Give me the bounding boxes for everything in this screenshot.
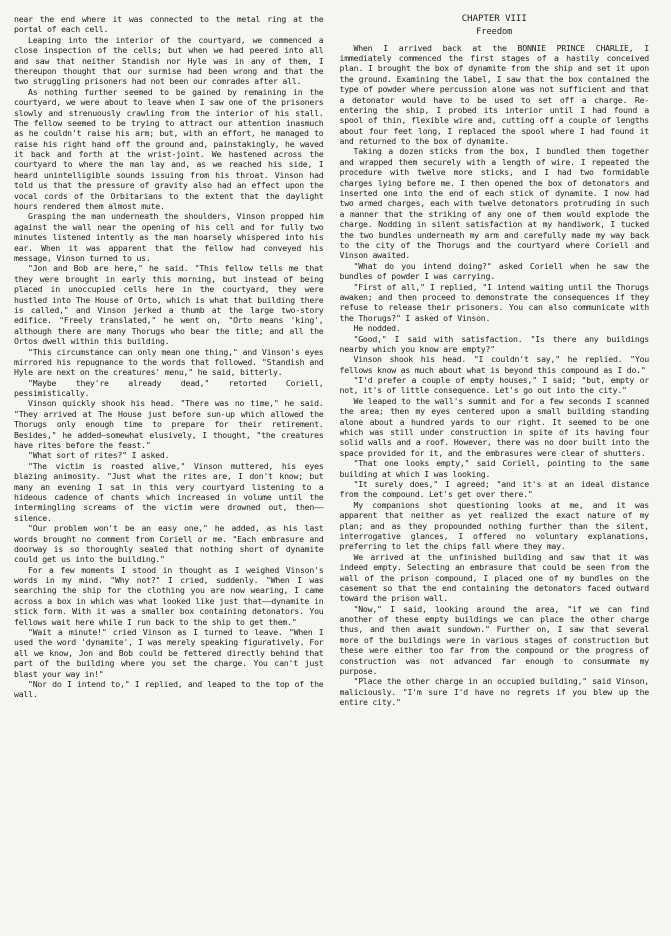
paragraph: "That one looks empty," said Coriell, pointing to the same building at which I was looking. xyxy=(339,458,649,479)
chapter-heading: CHAPTER VIII xyxy=(461,14,527,24)
paragraph: "It surely does," I agreed; "and it's at an ideal distance from the compound. Let's get over there." xyxy=(339,478,649,500)
paragraph: "First of all," I replied, "I intend waiting until the Thorugs awaken; and then proceed to demonstrate the consequences if they refuse to release their prisoners. You can also communicate with the Thorugs?" I asked of Vinson. xyxy=(339,281,649,323)
paragraph: "Our problem won't be an easy one," he added, as his last words brought no comment from Coriell or me. "Each embrasure and doorway is so thoroughly sealed that nothing short of dynamite could get us into the building." xyxy=(14,523,324,565)
paragraph: "I'd prefer a couple of empty houses," I said; "but, empty or not, it's of little consequence. Let's go out into the city." xyxy=(339,375,649,396)
paragraph: Vinson quickly shook his head. "There was no time," he said. "They arrived at The House just before sun-up which allowed the Thorugs only enough time to prepare for their retirement. Besides," he added—somewhat elusively, I thought, "the creatures have rites before the feast." xyxy=(14,398,324,451)
right-column xyxy=(340,14,650,926)
paragraph: Leaping into the interior of the courtyard, we commenced a close inspection of the cells; but when we had peered into all and saw that neither Standish nor Hyle was in any of them, I thereupon thought that our surmise had been wrong and that the two struggling prisoners had not been our comrades after all. xyxy=(14,34,324,87)
paragraph: "What sort of rites?" I asked. xyxy=(28,450,170,461)
paragraph: near the end where it was connected to the metal ring at the portal of each cell. xyxy=(14,14,324,35)
paragraph: "Good," I said with satisfaction. "Is there any buildings nearby which you know are empty?" xyxy=(339,333,649,354)
paragraph: Grasping the man underneath the shoulders, Vinson propped him against the wall near the opening of his cell and for fully two minutes listened intently as the man hoarsely whispered into his ear. When it was apparent that the fellow had conveyed his message, Vinson turned to us. xyxy=(14,211,324,263)
paragraph: When I arrived back at the BONNIE PRINCE CHARLIE, I immediately commenced the first stages of a hastily conceived plan. I brought the box of dynamite from the ship and set it upon the ground. Examining the label, I saw that the box contained the type of powder where percussion alone was not sufficient and that a detonator would have to be used to set off a charge. Re-entering the ship, I probed its interior until I had found a spool of thin, flexible wire and, cutting off a couple of lengths about four feet long, I replaced the spool where I had found it and returned to the box of dynamite. xyxy=(339,42,649,147)
paragraph: "What do you intend doing?" asked Coriell when he saw the bundles of powder I was carrying. xyxy=(339,260,649,282)
paragraph: We arrived at the unfinished building and saw that it was indeed empty. Selecting an embrasure that could be seen from the wall of the prison compound, I placed one of my bundles on the casement so that the end containing the detonators faced outward toward the prison wall. xyxy=(339,551,649,604)
paragraph: "Maybe they're already dead," retorted Coriell, pessimistically. xyxy=(14,377,324,399)
paragraph: "Jon and Bob are here," he said. "This fellow tells me that they were brought in early this morning, but instead of being placed in unoccupied cells here in the courtyard, they were hustled into The House of Orto, which is what that building there is called," and Vinson jerked a thumb at the large two-story edifice. "Freely translated," he went on, "Orto means 'king', although there are many Thorugs who bear the title; and all the Ortos dwell within this building. xyxy=(14,263,324,347)
paragraph: He nodded. xyxy=(353,323,401,334)
paragraph: For a few moments I stood in thought as I weighed Vinson's words in my mind. "Why not?" I cried, suddenly. "When I was searching the ship for the clothing you are now wearing, I came across a box in which was what looked like just that——dynamite in stick form. With it was a smaller box containing detonators. You fellows wait here while I run back to the ship to get them." xyxy=(14,564,324,627)
paragraph: As nothing further seemed to be gained by remaining in the courtyard, we were about to leave when I saw one of the prisoners slowly and strenuously crawling from the interior of his stall. The fellow seemed to be trying to attract our attention inasmuch as he couldn't raise his arm; but, with an effort, he managed to raise his right hand off the ground and, painstakingly, he waved it back and forth at the wrist-joint. We hastened across the courtyard to where the man lay and, as we reached his side, I heard unintelligible sounds issuing from his throat. Vinson had told us that the pressure of gravity also had an effect upon the vocal cords of the Orbitarians to the extent that the daylight hours rendered them almost mute. xyxy=(14,86,324,212)
left-column xyxy=(14,14,324,926)
paragraph: "This circumstance can only mean one thing," and Vinson's eyes mirrored his repugnance to the words that followed. "Standish and Hyle are next on the creatures' menu," he said, bitterly. xyxy=(14,346,324,378)
paragraph: "Wait a minute!" cried Vinson as I turned to leave. "When I used the word 'dynamite', I was merely speaking figuratively. For all we know, Jon and Bob could be fettered directly behind that part of the building where you set the charge. You can't just blast your way in!" xyxy=(14,627,324,679)
paragraph: "The victim is roasted alive," Vinson muttered, his eyes blazing animosity. "Just what the rites are, I don't know; but many an evening I sat in this very courtyard listening to a hideous cadence of chants which increased in volume until the intermingling screams of the victim were drowned out, then——silence. xyxy=(14,460,324,523)
paragraph: My companions shot questioning looks at me, and it was apparent that neither as yet realized the exact nature of my plan; and as they propounded nothing further than the silent, interrogative glances, I offered no voluntary explanations, preferring to let the chips fall where they may. xyxy=(339,499,649,552)
paragraph: "Nor do I intend to," I replied, and leaped to the top of the wall. xyxy=(14,679,324,700)
paragraph: "Now," I said, looking around the area, "if we can find another of these empty buildings we can place the other charge thus, and then await sundown." Further on, I saw that several more of the buildings were in various stages of construction but these were either too far from the compound or the progress of construction was not advanced far enough to consummate my purpose. xyxy=(339,603,649,677)
paragraph: "Place the other charge in an occupied building," said Vinson, maliciously. "I'm sure I'd have no regrets if you blew up the entire city." xyxy=(339,676,649,708)
chapter-title: Freedom xyxy=(476,26,513,37)
paragraph: Taking a dozen sticks from the box, I bundled them together and wrapped them securely with a length of wire. I repeated the procedure with twelve more sticks, and I had two formidable charges lying before me. I then opened the box of detonators and inserted one into the end of each stick of dynamite. I now had two armed charges, each with twelve detonators protruding in such a manner that the striking of any one of them would explode the charge. Nodding in silent satisfaction at my handiwork, I tucked the two bundles underneath my arm and carefully made my way back to the city of the Thorugs and the courtyard where Coriell and Vinson awaited. xyxy=(339,146,649,261)
paragraph: We leaped to the wall's summit and for a few seconds I scanned the area; then my eyes centered upon a small building standing alone about a hundred yards to our right. It seemed to be one which was still under construction in spite of its having four solid walls and a roof. However, there was no door built into the space provided for it, and the embrasures were clear of shutters. xyxy=(339,395,649,458)
paragraph: Vinson shook his head. "I couldn't say," he replied. "You fellows know as much about what is beyond this compound as I do." xyxy=(339,354,649,375)
